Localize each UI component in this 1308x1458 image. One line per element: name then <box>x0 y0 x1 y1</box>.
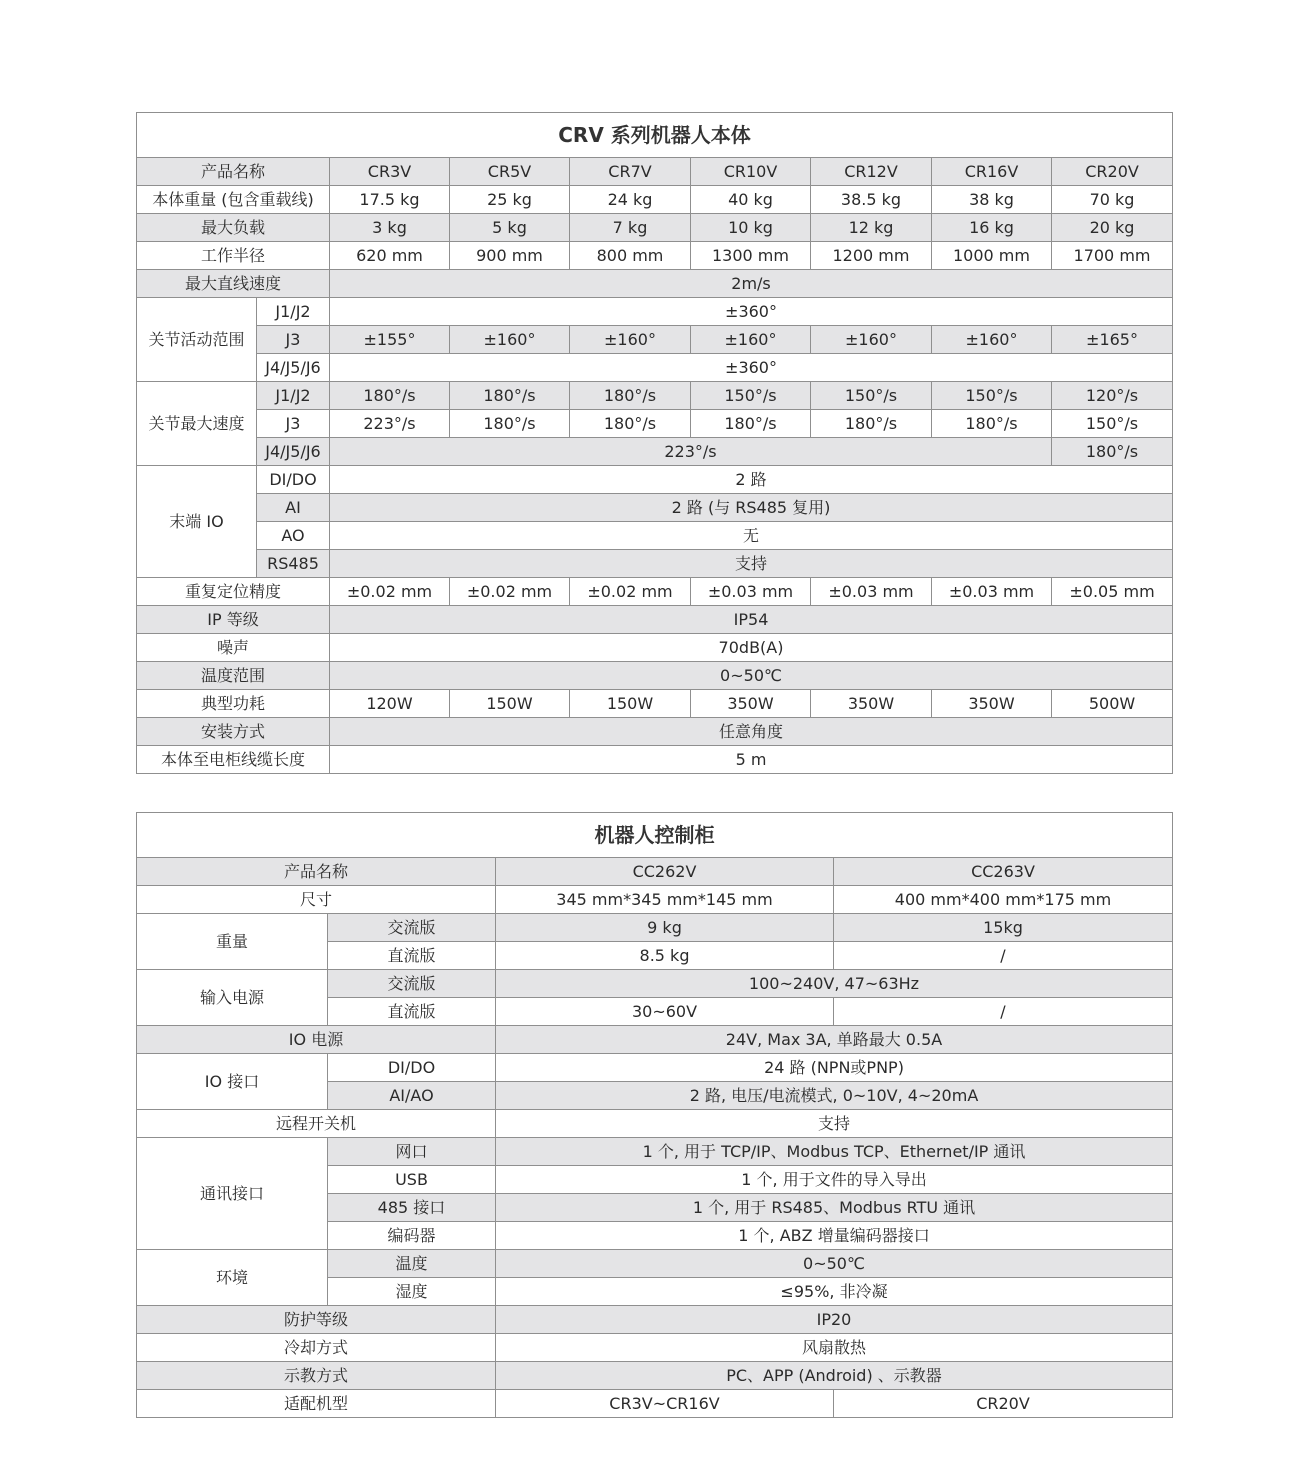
cell: 38 kg <box>932 186 1052 214</box>
cell: PC、APP (Android) 、示教器 <box>496 1362 1173 1390</box>
controller-table-title: 机器人控制柜 <box>137 813 1173 858</box>
table-row <box>137 606 1173 634</box>
cell: 17.5 kg <box>330 186 450 214</box>
row-label: 最大直线速度 <box>137 270 330 298</box>
row-label: 噪声 <box>137 634 330 662</box>
sub-label: J4/J5/J6 <box>257 354 330 382</box>
table-row <box>137 298 1173 326</box>
cell: 3 kg <box>330 214 450 242</box>
cell: 1300 mm <box>691 242 811 270</box>
model-header: CR7V <box>570 158 691 186</box>
model-header: CR12V <box>811 158 932 186</box>
cell: ±160° <box>811 326 932 354</box>
cell: 150W <box>570 690 691 718</box>
cell: 2 路 (与 RS485 复用) <box>330 494 1173 522</box>
cell: 5 m <box>330 746 1173 774</box>
table-row <box>137 410 1173 438</box>
sub-label: J3 <box>257 410 330 438</box>
table-row <box>137 494 1173 522</box>
row-label: 工作半径 <box>137 242 330 270</box>
cell: 100~240V, 47~63Hz <box>496 970 1173 998</box>
cell: 180°/s <box>811 410 932 438</box>
table-row <box>137 242 1173 270</box>
sub-label: 485 接口 <box>328 1194 496 1222</box>
row-label: 输入电源 <box>137 970 328 1026</box>
cell: 150°/s <box>691 382 811 410</box>
cell: ±360° <box>330 354 1173 382</box>
sub-label: AO <box>257 522 330 550</box>
table-row <box>137 1362 1173 1390</box>
cell: ±160° <box>691 326 811 354</box>
row-label: 远程开关机 <box>137 1110 496 1138</box>
cell: 无 <box>330 522 1173 550</box>
sub-label: J3 <box>257 326 330 354</box>
cell: 345 mm*345 mm*145 mm <box>496 886 834 914</box>
cell: 180°/s <box>570 382 691 410</box>
cell: 900 mm <box>450 242 570 270</box>
table-row <box>137 1306 1173 1334</box>
row-label: 典型功耗 <box>137 690 330 718</box>
table-row <box>137 1054 1173 1082</box>
model-header: CR20V <box>1052 158 1173 186</box>
cell: 350W <box>691 690 811 718</box>
table-row <box>137 326 1173 354</box>
table-row <box>137 382 1173 410</box>
cell: 180°/s <box>932 410 1052 438</box>
cell: 10 kg <box>691 214 811 242</box>
cell: 30~60V <box>496 998 834 1026</box>
row-label: IO 接口 <box>137 1054 328 1110</box>
row-label: 适配机型 <box>137 1390 496 1418</box>
model-header: CR16V <box>932 158 1052 186</box>
sub-label: AI <box>257 494 330 522</box>
cell: 7 kg <box>570 214 691 242</box>
cell: 620 mm <box>330 242 450 270</box>
table-row <box>137 690 1173 718</box>
cell: 180°/s <box>450 410 570 438</box>
robot-spec-table <box>136 112 1173 774</box>
cell: 1 个, 用于 RS485、Modbus RTU 通讯 <box>496 1194 1173 1222</box>
cell: ±165° <box>1052 326 1173 354</box>
cell: ±0.03 mm <box>932 578 1052 606</box>
table-row <box>137 1334 1173 1362</box>
sub-label: 湿度 <box>328 1278 496 1306</box>
cell: 9 kg <box>496 914 834 942</box>
sub-label: J1/J2 <box>257 298 330 326</box>
cell: ±155° <box>330 326 450 354</box>
cell: ±0.05 mm <box>1052 578 1173 606</box>
cell: ≤95%, 非冷凝 <box>496 1278 1173 1306</box>
cell: IP54 <box>330 606 1173 634</box>
cell: 400 mm*400 mm*175 mm <box>834 886 1173 914</box>
cell: 25 kg <box>450 186 570 214</box>
cell: ±160° <box>932 326 1052 354</box>
controller-spec-table <box>136 812 1173 1418</box>
table-row <box>137 270 1173 298</box>
cell: 223°/s <box>330 410 450 438</box>
cell: ±360° <box>330 298 1173 326</box>
cell: ±0.02 mm <box>450 578 570 606</box>
cell: 24 kg <box>570 186 691 214</box>
table-row <box>137 354 1173 382</box>
table-row <box>137 1138 1173 1166</box>
table-row <box>137 1250 1173 1278</box>
table-row <box>137 1390 1173 1418</box>
cell: 1 个, ABZ 增量编码器接口 <box>496 1222 1173 1250</box>
cell: 1000 mm <box>932 242 1052 270</box>
cell: 0~50℃ <box>496 1250 1173 1278</box>
cell: 16 kg <box>932 214 1052 242</box>
row-label: 重复定位精度 <box>137 578 330 606</box>
sub-label: 编码器 <box>328 1222 496 1250</box>
row-label: 冷却方式 <box>137 1334 496 1362</box>
cell: 800 mm <box>570 242 691 270</box>
cell: ±0.02 mm <box>570 578 691 606</box>
table-row <box>137 970 1173 998</box>
cell: CR20V <box>834 1390 1173 1418</box>
cell: 120°/s <box>1052 382 1173 410</box>
table-row <box>137 662 1173 690</box>
cell: 150°/s <box>811 382 932 410</box>
cell: 12 kg <box>811 214 932 242</box>
cell: IP20 <box>496 1306 1173 1334</box>
row-label: 环境 <box>137 1250 328 1306</box>
cell: 500W <box>1052 690 1173 718</box>
table-row <box>137 718 1173 746</box>
sub-label: 网口 <box>328 1138 496 1166</box>
sub-label: 温度 <box>328 1250 496 1278</box>
row-label: 安装方式 <box>137 718 330 746</box>
sub-label: 交流版 <box>328 970 496 998</box>
cell: 支持 <box>330 550 1173 578</box>
table-row <box>137 438 1173 466</box>
table-row <box>137 858 1173 886</box>
sub-label: DI/DO <box>257 466 330 494</box>
row-label: 最大负载 <box>137 214 330 242</box>
table-row <box>137 886 1173 914</box>
model-header: CR3V <box>330 158 450 186</box>
row-label: 产品名称 <box>137 158 330 186</box>
cell: 350W <box>811 690 932 718</box>
cell: 风扇散热 <box>496 1334 1173 1362</box>
row-label: 防护等级 <box>137 1306 496 1334</box>
cell: 1700 mm <box>1052 242 1173 270</box>
cell: 24V, Max 3A, 单路最大 0.5A <box>496 1026 1173 1054</box>
cell: 38.5 kg <box>811 186 932 214</box>
row-label: 产品名称 <box>137 858 496 886</box>
model-header: CC263V <box>834 858 1173 886</box>
cell: 180°/s <box>330 382 450 410</box>
cell: 2 路 <box>330 466 1173 494</box>
cell: 1 个, 用于 TCP/IP、Modbus TCP、Ethernet/IP 通讯 <box>496 1138 1173 1166</box>
table-row <box>137 158 1173 186</box>
table-row <box>137 550 1173 578</box>
cell: 350W <box>932 690 1052 718</box>
cell: 180°/s <box>691 410 811 438</box>
cell: / <box>834 998 1173 1026</box>
cell: 180°/s <box>1052 438 1173 466</box>
sub-label: RS485 <box>257 550 330 578</box>
cell: 支持 <box>496 1110 1173 1138</box>
model-header: CR10V <box>691 158 811 186</box>
row-label: 尺寸 <box>137 886 496 914</box>
row-label: 通讯接口 <box>137 1138 328 1250</box>
cell: 70dB(A) <box>330 634 1173 662</box>
cell: 150°/s <box>1052 410 1173 438</box>
row-label: 关节最大速度 <box>137 382 257 466</box>
sub-label: J1/J2 <box>257 382 330 410</box>
table-row <box>137 634 1173 662</box>
row-label: IP 等级 <box>137 606 330 634</box>
cell: 2 路, 电压/电流模式, 0~10V, 4~20mA <box>496 1082 1173 1110</box>
sub-label: AI/AO <box>328 1082 496 1110</box>
cell: 任意角度 <box>330 718 1173 746</box>
sub-label: 交流版 <box>328 914 496 942</box>
cell: 1 个, 用于文件的导入导出 <box>496 1166 1173 1194</box>
table-row <box>137 186 1173 214</box>
cell: 150W <box>450 690 570 718</box>
cell: ±160° <box>570 326 691 354</box>
cell: ±0.02 mm <box>330 578 450 606</box>
cell: ±160° <box>450 326 570 354</box>
cell: 223°/s <box>330 438 1052 466</box>
sub-label: J4/J5/J6 <box>257 438 330 466</box>
table-row <box>137 578 1173 606</box>
table-row <box>137 1110 1173 1138</box>
robot-table-title: CRV 系列机器人本体 <box>137 113 1173 158</box>
cell: 120W <box>330 690 450 718</box>
table-row <box>137 522 1173 550</box>
cell: CR3V~CR16V <box>496 1390 834 1418</box>
cell: ±0.03 mm <box>691 578 811 606</box>
cell: 180°/s <box>570 410 691 438</box>
row-label: 本体至电柜线缆长度 <box>137 746 330 774</box>
sub-label: 直流版 <box>328 942 496 970</box>
sub-label: DI/DO <box>328 1054 496 1082</box>
table-row <box>137 1026 1173 1054</box>
cell: 8.5 kg <box>496 942 834 970</box>
cell: 24 路 (NPN或PNP) <box>496 1054 1173 1082</box>
sub-label: USB <box>328 1166 496 1194</box>
row-label: 关节活动范围 <box>137 298 257 382</box>
row-label: IO 电源 <box>137 1026 496 1054</box>
cell: ±0.03 mm <box>811 578 932 606</box>
cell: 1200 mm <box>811 242 932 270</box>
cell: / <box>834 942 1173 970</box>
model-header: CC262V <box>496 858 834 886</box>
cell: 150°/s <box>932 382 1052 410</box>
row-label: 示教方式 <box>137 1362 496 1390</box>
row-label: 本体重量 (包含重载线) <box>137 186 330 214</box>
cell: 70 kg <box>1052 186 1173 214</box>
table-row <box>137 914 1173 942</box>
row-label: 温度范围 <box>137 662 330 690</box>
table-row <box>137 746 1173 774</box>
row-label: 重量 <box>137 914 328 970</box>
sub-label: 直流版 <box>328 998 496 1026</box>
row-label: 末端 IO <box>137 466 257 578</box>
cell: 2m/s <box>330 270 1173 298</box>
cell: 0~50℃ <box>330 662 1173 690</box>
model-header: CR5V <box>450 158 570 186</box>
cell: 180°/s <box>450 382 570 410</box>
cell: 5 kg <box>450 214 570 242</box>
cell: 15kg <box>834 914 1173 942</box>
table-row <box>137 214 1173 242</box>
cell: 40 kg <box>691 186 811 214</box>
cell: 20 kg <box>1052 214 1173 242</box>
table-row <box>137 466 1173 494</box>
